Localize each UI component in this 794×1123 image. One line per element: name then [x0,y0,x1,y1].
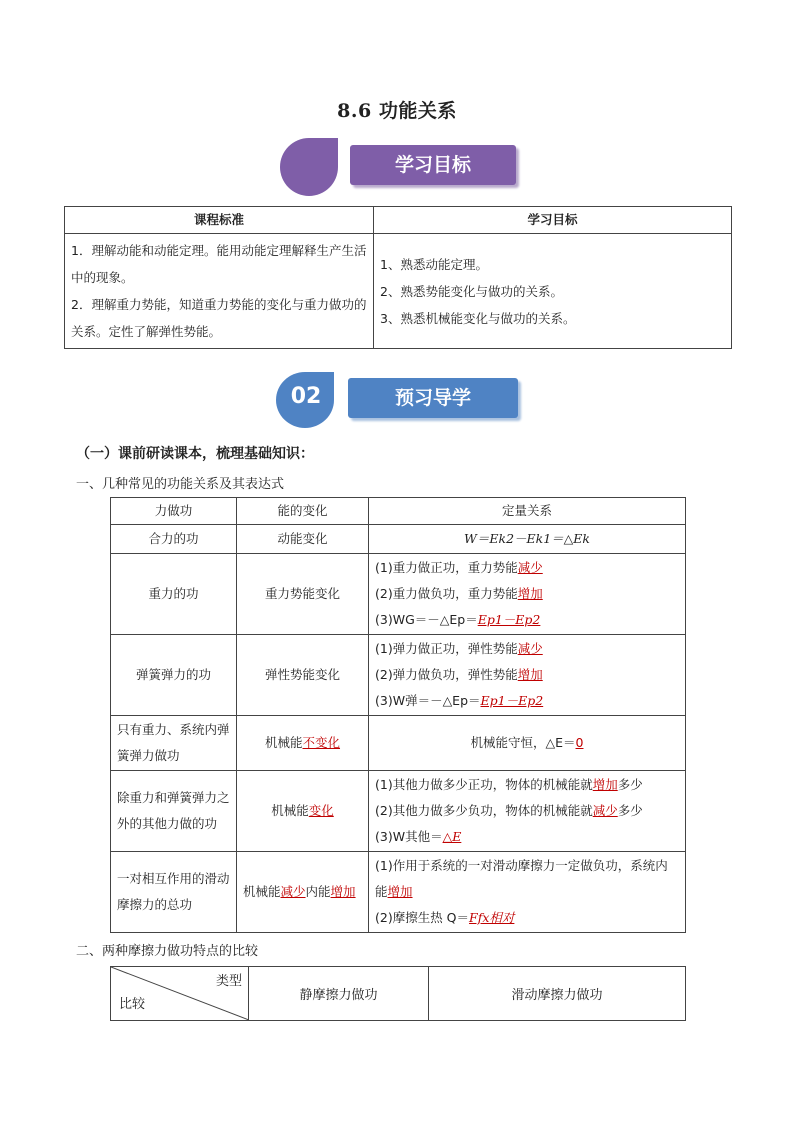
table-row: 只有重力、系统内弹簧弹力做功 机械能不变化 机械能守恒，△E＝0 [111,716,686,771]
answer: 减少 [517,560,543,575]
banner-preview-guide [272,370,522,430]
answer: 增加 [517,586,543,601]
header-standards: 课程标准 [65,207,374,234]
standard-item: 1．理解动能和动能定理。能用动能定理解释生产生活中的现象。 [71,243,367,285]
answer: 增加 [517,667,543,682]
banner-number: 02 [290,384,322,409]
answer: 变化 [308,803,334,818]
table-row: 弹簧弹力的功 弹性势能变化 (1)弹力做正功，弹性势能减少 (2)弹力做负功，弹性势能增加 (3)W弹＝－△Ep＝Ep1－Ep2 [111,635,686,716]
answer: 增加 [387,884,413,899]
friction-comparison-table [110,966,686,1021]
banner-learning-objectives [276,136,518,198]
standards-cell [65,234,374,349]
table-row: 一对相互作用的滑动摩擦力的总功 机械能减少内能增加 (1)作用于系统的一对滑动摩擦力一定做负功，系统内能增加 (2)摩擦生热 Q＝Ffx相对 [111,852,686,933]
corner-bottom-label: 比较 [119,997,146,1012]
table-row: 合力的功 动能变化 W＝Ek2－Ek1＝△Ek [111,525,686,554]
answer: Ep1－Ep2 [480,693,544,708]
answer: Ffx相对 [469,910,515,925]
objectives-table [64,206,732,349]
goal-item: 2、熟悉势能变化与做功的关系。 [380,283,563,299]
header-sliding-friction: 滑动摩擦力做功 [429,967,686,1021]
section1-title: 一、几种常见的功能关系及其表达式 [76,477,285,492]
answer: △E [442,829,462,844]
table-row: 除重力和弹簧弹力之外的其他力做的功 机械能变化 (1)其他力做多少正功，物体的机械能就增加多少 (2)其他力做多少负功，物体的机械能就减少多少 (3)W其他＝△E [111,771,686,852]
banner-label: 预习导学 [348,378,518,418]
answer: Ep1－Ep2 [477,612,541,627]
goals-cell [374,234,732,349]
goal-item: 1、熟悉动能定理。 [380,256,488,272]
standard-item: 2．理解重力势能，知道重力势能的变化与重力做功的关系。定性了解弹性势能。 [71,297,367,339]
header-work: 力做功 [111,498,237,525]
goal-item: 3、熟悉机械能变化与做功的关系。 [380,310,576,326]
answer: 0 [575,735,584,750]
table-row: 重力的功 重力势能变化 (1)重力做正功，重力势能减少 (2)重力做负功，重力势能增加 (3)WG＝－△Ep＝Ep1－Ep2 [111,554,686,635]
page-title: 8.6 功能关系 [337,100,457,122]
corner-top-label: 类型 [215,974,242,989]
answer: 减少 [517,641,543,656]
answer: 减少 [592,803,618,818]
header-formula: 定量关系 [369,498,686,525]
banner-disc-icon [276,136,342,198]
section-intro: （一）课前研读课本，梳理基础知识： [76,446,314,462]
answer: 不变化 [302,735,341,750]
header-static-friction: 静摩擦力做功 [249,967,429,1021]
answer: 减少 [280,884,306,899]
answer: 增加 [330,884,356,899]
energy-relations-table [110,497,686,933]
header-goals: 学习目标 [374,207,732,234]
section2-title: 二、两种摩擦力做功特点的比较 [76,944,259,959]
banner-label: 学习目标 [350,145,516,185]
answer: 增加 [592,777,618,792]
diagonal-header-cell [111,967,249,1021]
header-energy: 能的变化 [237,498,369,525]
